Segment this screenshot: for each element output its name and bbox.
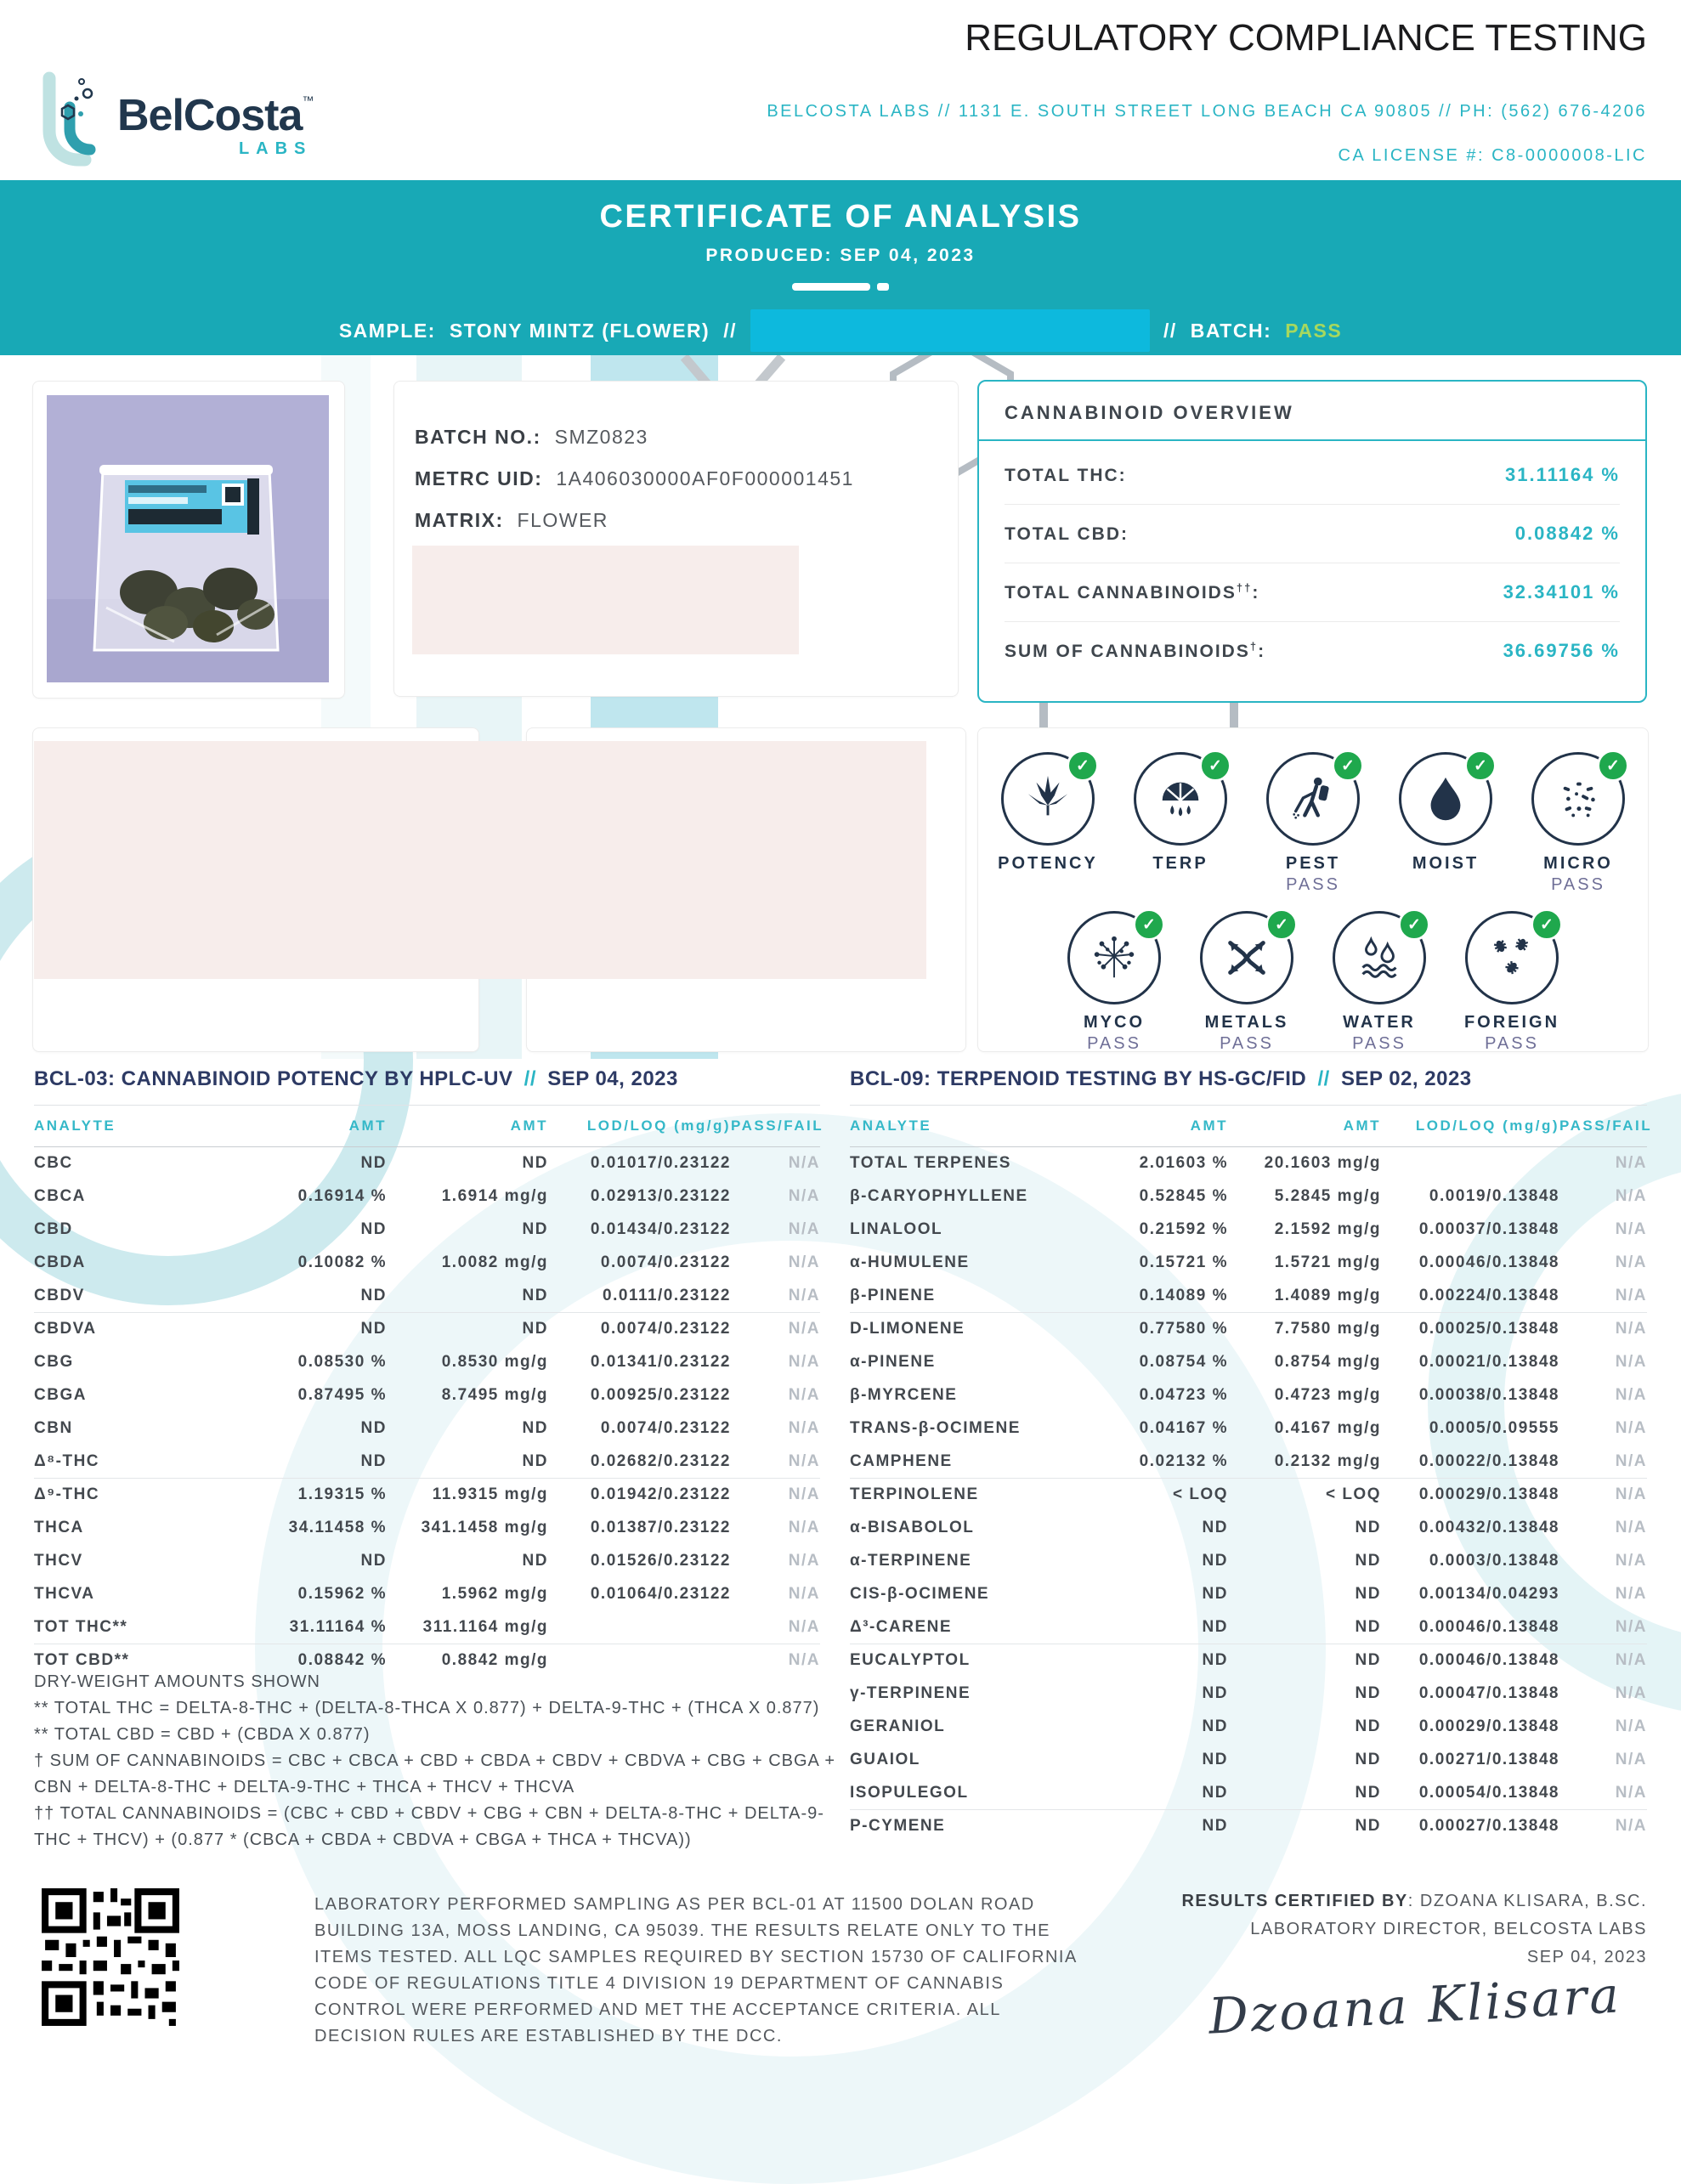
sample-label: SAMPLE: <box>338 319 436 342</box>
sample-photo-card <box>32 381 345 699</box>
badge-status: PASS <box>1087 1034 1141 1053</box>
table-row: THCVA 0.15962 % 1.5962 mg/g 0.01064/0.23122 N/A <box>34 1585 820 1603</box>
info-label: BATCH NO.: <box>415 426 541 448</box>
sample-name: STONY MINTZ (FLOWER) <box>449 319 710 342</box>
badge-pest <box>1261 752 1365 896</box>
badge-circle <box>1067 911 1161 1004</box>
badge-micro <box>1526 752 1630 896</box>
table-row: β-MYRCENE 0.04723 % 0.4723 mg/g 0.00038/0.13848 N/A <box>850 1386 1647 1404</box>
table-row: α-HUMULENE 0.15721 % 1.5721 mg/g 0.00046/0.13848 N/A <box>850 1253 1647 1271</box>
table-row: P-CYMENE ND ND 0.00027/0.13848 N/A <box>850 1817 1647 1835</box>
table-row: α-TERPINENE ND ND 0.0003/0.13848 N/A <box>850 1552 1647 1570</box>
separator-slashes: // <box>723 319 737 342</box>
badge-row-1 <box>978 752 1648 896</box>
badge-terp <box>1129 752 1232 896</box>
page-header <box>0 0 1681 180</box>
badge-label: FOREIGN <box>1463 1013 1560 1032</box>
check-icon: ✓ <box>1265 908 1298 941</box>
table-row: CBG 0.08530 % 0.8530 mg/g 0.01341/0.23122 N/A <box>34 1353 820 1371</box>
overview-value: 31.11164 % <box>1504 464 1620 485</box>
check-icon: ✓ <box>1464 750 1497 782</box>
cannabis-leaf-icon <box>1022 772 1074 825</box>
badge-myco <box>1062 911 1166 1055</box>
citrus-icon <box>1154 772 1207 825</box>
badge-row-2 <box>978 911 1648 1055</box>
logo-brand: BelCosta <box>117 91 303 140</box>
lab-disclaimer: LABORATORY PERFORMED SAMPLING AS PER BCL-01 AT 11500 DOLAN ROAD BUILDING 13A, MOSS LANDING, CA 95039. THE RESULTS RELATE ONLY TO THE ITEMS TESTED. ALL LQC SAMPLES REQUIRED BY SECTION 15730 OF CALIFORNIA CODE OF REGULATIONS TITLE 4 DIVISION 19 DEPARTMENT OF CANNABIS CONTROL WERE PERFORMED AND MET THE ACCEPTANCE CRITERIA. ALL DECISION RULES ARE ESTABLISHED BY THE DCC. <box>314 1895 1077 2045</box>
table-row: GUAIOL ND ND 0.00271/0.13848 N/A <box>850 1751 1647 1768</box>
badge-water <box>1327 911 1431 1055</box>
check-icon: ✓ <box>1199 750 1231 782</box>
badge-status <box>996 875 1100 896</box>
table-header-row: ANALYTE AMT AMT LOD/LOQ (mg/g) PASS/FAIL <box>850 1105 1647 1147</box>
flask-b-icon <box>34 71 112 175</box>
terpene-table-title: BCL-09: TERPENOID TESTING BY HS-GC/FID // SEP 02, 2023 <box>850 1067 1472 1090</box>
footnotes <box>34 1669 841 1853</box>
batch-status: PASS <box>1285 319 1343 342</box>
table-row: TRANS-β-OCIMENE 0.04167 % 0.4167 mg/g 0.0005/0.09555 N/A <box>850 1419 1647 1437</box>
certifier-role: LABORATORY DIRECTOR, BELCOSTA LABS <box>1250 1920 1647 1938</box>
badge-circle <box>1134 752 1227 846</box>
droplet-icon <box>1419 772 1472 825</box>
check-icon: ✓ <box>1332 750 1364 782</box>
table-row: CBDA 0.10082 % 1.0082 mg/g 0.0074/0.23122 N/A <box>34 1253 820 1271</box>
overview-value: 32.34101 % <box>1503 581 1620 603</box>
produced-date: PRODUCED: SEP 04, 2023 <box>705 246 976 265</box>
pesticide-sprayer-icon <box>1287 772 1339 825</box>
table-row: Δ⁸-THC ND ND 0.02682/0.23122 N/A <box>34 1446 820 1479</box>
overview-value: 36.69756 % <box>1503 640 1620 661</box>
page-title: REGULATORY COMPLIANCE TESTING <box>965 17 1647 59</box>
sample-line <box>339 309 1342 352</box>
table-row: TOTAL TERPENES 2.01603 % 20.1603 mg/g N/A <box>850 1154 1647 1172</box>
table-row: β-PINENE 0.14089 % 1.4089 mg/g 0.00224/0.13848 N/A <box>850 1280 1647 1313</box>
batch-label: BATCH: <box>1190 319 1272 342</box>
badge-status: PASS <box>1352 1034 1406 1053</box>
overview-title: CANNABINOID OVERVIEW <box>979 382 1645 441</box>
sample-info-row <box>415 467 958 490</box>
check-icon: ✓ <box>1398 908 1430 941</box>
badge-label: PEST <box>1285 854 1341 873</box>
badge-circle <box>1266 752 1360 846</box>
table-row: γ-TERPINENE ND ND 0.00047/0.13848 N/A <box>850 1684 1647 1702</box>
table-row: CIS-β-OCIMENE ND ND 0.00134/0.04293 N/A <box>850 1585 1647 1603</box>
table-row: CBCA 0.16914 % 1.6914 mg/g 0.02913/0.23122 N/A <box>34 1187 820 1205</box>
footnote-line: ** TOTAL CBD = CBD + (CBDA X 0.877) <box>34 1725 371 1744</box>
table-row: GERANIOL ND ND 0.00029/0.13848 N/A <box>850 1717 1647 1735</box>
overview-value: 0.08842 % <box>1514 523 1620 544</box>
table-header-row: ANALYTE AMT AMT LOD/LOQ (mg/g) PASS/FAIL <box>34 1105 820 1147</box>
water-activity-icon <box>1353 931 1406 984</box>
sample-info-row <box>415 426 958 449</box>
badge-circle <box>1399 752 1492 846</box>
certified-by-line: RESULTS CERTIFIED BY: DZOANA KLISARA, B.SC. <box>1181 1892 1647 1910</box>
badge-circle <box>1531 752 1625 846</box>
certification-block <box>1113 1892 1647 2045</box>
overview-row <box>1005 446 1620 505</box>
divider-bar <box>792 283 870 291</box>
check-icon: ✓ <box>1067 750 1099 782</box>
table-row: ISOPULEGOL ND ND 0.00054/0.13848 N/A <box>850 1777 1647 1810</box>
lab-address: BELCOSTA LABS // 1131 E. SOUTH STREET LONG BEACH CA 90805 // PH: (562) 676-4206 <box>767 102 1647 121</box>
sample-photo <box>47 395 329 682</box>
redaction-block <box>412 546 799 654</box>
badge-moist <box>1394 752 1497 896</box>
footnote-line: †† TOTAL CANNABINOIDS = (CBC + CBD + CBDV + CBG + CBN + DELTA-8-THC + DELTA-9-THC + THCV) + (0.877 * (CBCA + CBDA + CBDVA + CBGA + THCA + THCVA)) <box>34 1804 824 1849</box>
badge-label: METALS <box>1204 1013 1289 1032</box>
badge-label: MICRO <box>1543 854 1613 873</box>
badge-circle <box>1333 911 1426 1004</box>
table-row: TOT CBD** 0.08842 % 0.8842 mg/g N/A <box>34 1651 820 1669</box>
table-row: TERPINOLENE < LOQ < LOQ 0.00029/0.13848 N/A <box>850 1485 1647 1503</box>
table-row: CAMPHENE 0.02132 % 0.2132 mg/g 0.00022/0.13848 N/A <box>850 1446 1647 1479</box>
overview-row <box>1005 505 1620 563</box>
badge-foreign <box>1460 911 1564 1055</box>
certificate-title: CERTIFICATE OF ANALYSIS <box>599 199 1082 235</box>
redaction-block <box>34 741 926 979</box>
info-value: FLOWER <box>517 509 608 531</box>
overview-label: SUM OF CANNABINOIDS†: <box>1005 640 1266 661</box>
banner-divider <box>792 283 889 291</box>
badge-status: PASS <box>1485 1034 1539 1053</box>
table-row: CBDVA ND ND 0.0074/0.23122 N/A <box>34 1320 820 1338</box>
belcosta-logo <box>34 71 314 175</box>
info-label: MATRIX: <box>415 509 504 531</box>
badge-label: MYCO <box>1084 1013 1145 1032</box>
divider-dot <box>877 283 889 291</box>
table-row: EUCALYPTOL ND ND 0.00046/0.13848 N/A <box>850 1651 1647 1669</box>
overview-row <box>1005 622 1620 680</box>
footnote-line: † SUM OF CANNABINOIDS = CBC + CBCA + CBD + CBDA + CBDV + CBDVA + CBG + CBGA + CBN + DELTA-8-THC + DELTA-9-THC + THCA + THCV + THCVA <box>34 1751 836 1796</box>
signature: Dzoana Klisara <box>1207 1966 1623 2045</box>
badge-label: WATER <box>1343 1013 1416 1032</box>
overview-label: TOTAL CBD: <box>1005 524 1129 544</box>
badge-status <box>1129 875 1232 896</box>
info-label: METRC UID: <box>415 467 543 489</box>
table-row: CBGA 0.87495 % 8.7495 mg/g 0.00925/0.23122 N/A <box>34 1386 820 1404</box>
badge-circle <box>1200 911 1293 1004</box>
table-row: THCA 34.11458 % 341.1458 mg/g 0.01387/0.23122 N/A <box>34 1519 820 1536</box>
table-row: LINALOOL 0.21592 % 2.1592 mg/g 0.00037/0.13848 N/A <box>850 1220 1647 1238</box>
foreign-matter-icon <box>1486 931 1538 984</box>
badge-status <box>1394 875 1497 896</box>
badge-circle <box>1001 752 1095 846</box>
potency-table <box>34 1067 824 1678</box>
footnote-line: ** TOTAL THC = DELTA-8-THC + (DELTA-8-THCA X 0.877) + DELTA-9-THC + (THCA X 0.877) <box>34 1699 820 1717</box>
badge-status: PASS <box>1551 875 1605 894</box>
certificate-banner <box>0 180 1681 355</box>
table-row: α-BISABOLOL ND ND 0.00432/0.13848 N/A <box>850 1519 1647 1536</box>
test-badges-card <box>977 727 1649 1052</box>
petri-dish-icon <box>1552 772 1605 825</box>
table-row: α-PINENE 0.08754 % 0.8754 mg/g 0.00021/0.13848 N/A <box>850 1353 1647 1371</box>
table-row: Δ³-CARENE ND ND 0.00046/0.13848 N/A <box>850 1611 1647 1644</box>
table-row: TOT THC** 31.11164 % 311.1164 mg/g N/A <box>34 1611 820 1644</box>
terpene-table <box>850 1067 1653 1843</box>
badge-label: MOIST <box>1412 854 1480 873</box>
check-icon: ✓ <box>1531 908 1563 941</box>
table-row: Δ⁹-THC 1.19315 % 11.9315 mg/g 0.01942/0.23122 N/A <box>34 1485 820 1503</box>
qr-code <box>38 1885 183 2034</box>
badge-status: PASS <box>1286 875 1340 894</box>
badge-label: TERP <box>1152 854 1208 873</box>
sample-info-row <box>415 509 958 532</box>
table-row: D-LIMONENE 0.77580 % 7.7580 mg/g 0.00025/0.13848 N/A <box>850 1320 1647 1338</box>
overview-label: TOTAL CANNABINOIDS††: <box>1005 581 1260 603</box>
check-icon: ✓ <box>1597 750 1629 782</box>
potency-table-title: BCL-03: CANNABINOID POTENCY BY HPLC-UV // SEP 04, 2023 <box>34 1067 678 1090</box>
badge-potency <box>996 752 1100 896</box>
heavy-metals-icon <box>1220 931 1273 984</box>
badge-label: POTENCY <box>998 854 1098 873</box>
cannabinoid-overview-panel <box>977 380 1647 703</box>
overview-row <box>1005 563 1620 622</box>
footnote-line: DRY-WEIGHT AMOUNTS SHOWN <box>34 1672 320 1691</box>
badge-metals <box>1195 911 1299 1055</box>
badge-circle <box>1465 911 1559 1004</box>
table-row: CBC ND ND 0.01017/0.23122 N/A <box>34 1154 820 1172</box>
info-value: SMZ0823 <box>554 426 648 448</box>
certified-date: SEP 04, 2023 <box>1526 1948 1647 1966</box>
table-row: β-CARYOPHYLLENE 0.52845 % 5.2845 mg/g 0.0019/0.13848 N/A <box>850 1187 1647 1205</box>
info-value: 1A406030000AF0F000001451 <box>556 467 854 489</box>
table-row: CBDV ND ND 0.0111/0.23122 N/A <box>34 1280 820 1313</box>
check-icon: ✓ <box>1133 908 1165 941</box>
license-number: CA LICENSE #: C8-0000008-LIC <box>1338 146 1647 165</box>
redacted-field <box>750 309 1150 352</box>
table-row: THCV ND ND 0.01526/0.23122 N/A <box>34 1552 820 1570</box>
logo-trademark: ™ <box>302 93 314 107</box>
separator-slashes: // <box>1163 319 1177 342</box>
table-row: CBN ND ND 0.0074/0.23122 N/A <box>34 1419 820 1437</box>
logo-labs: LABS <box>238 139 313 158</box>
overview-label: TOTAL THC: <box>1005 466 1127 485</box>
badge-status: PASS <box>1220 1034 1274 1053</box>
mycotoxin-spore-icon <box>1088 931 1140 984</box>
table-row: CBD ND ND 0.01434/0.23122 N/A <box>34 1220 820 1238</box>
